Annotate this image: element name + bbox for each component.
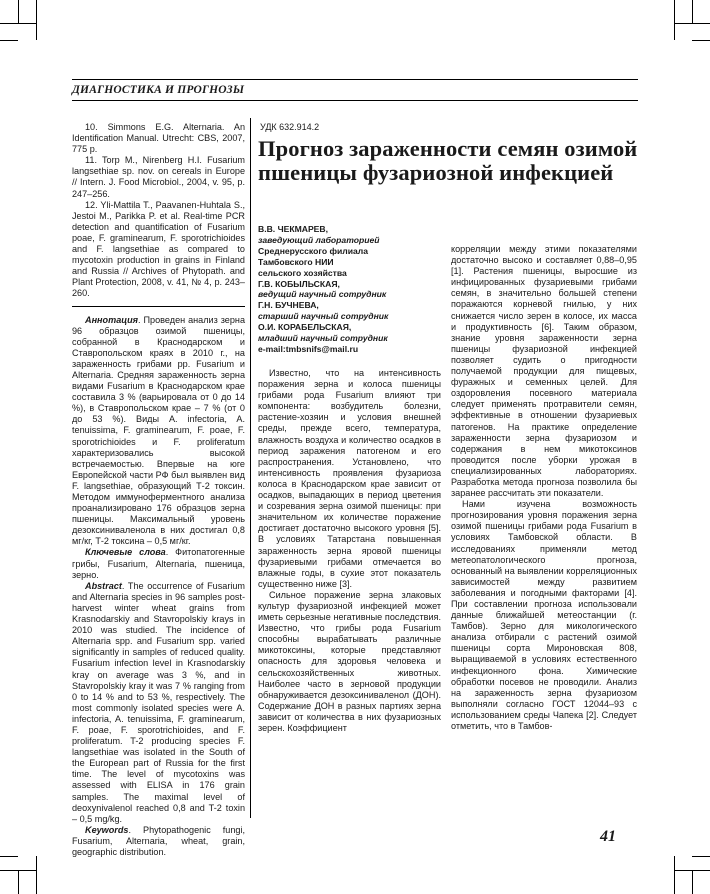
author-email: e-mail:tmbsnifs@mail.ru [258, 343, 359, 354]
abstract-en-label: Abstract [85, 580, 122, 591]
crop-mark [692, 40, 710, 41]
body-column-middle [258, 368, 441, 734]
header-rule-top [72, 79, 638, 80]
affiliation-line: Тамбовского НИИ [258, 256, 334, 267]
abstract-en-text: . The occurrence of Fusarium and Alternaria species in 96 samples post-harvest winter wheat grains from Krasnodarskiy and Stavropolskiy krays in 2010 was studied. The incidence of Alternaria spp. and Fusarium spp. varied significantly in samples of reduced quality. Fusarium infection level in Krasnodarskiy kray on average was 3 %, and in Stavropolskiy kray it was 7 % ranging from 0 to 14 % and to 53 %, respectively. The most commonly isolated species were A. infectoria, A. tenuissima, F. graminearum, F. poae, F. sporotrichioides, and F. proliferatum. T-2 producing species F. langsethiae was isolated in the South of the European part of Russia for the first time. The level of mycotoxins was assessed with ELISA in 176 grain samples. The maximal level of deoxynivalenol reached 0,8 and T-2 toxin – 0,5 mg/kg. [72, 580, 245, 824]
body-column-right [451, 244, 637, 732]
crop-mark [0, 40, 18, 41]
body-paragraph: корреляции между этими показателями достаточно высоко и составляет 0,88–0,95 [1]. Растения пшеницы, выросшие из инфицированных фузариевыми грибами семян, в значительно большей степени поражаются корневой гнилью, у них снижается число зерен в колосе, их масса и продуктивность [6]. Таким образом, знание уровня зараженности зерна пшеницы фузариозной инфекцией позволяет судить о пригодности получаемой продукции для пищевых, фуражных и семенных целей. Для оздоровления посевного материала следует применять протравители семян, эффективные в отношении фузариевых патогенов. На практике определение зараженности зерна фузариозом и содержания в нем микотоксинов проводится после уборки урожая в специализированных лабораториях. Разработка метода прогноза позволила бы заранее рассчитать эти показатели. [451, 244, 637, 499]
abstract-ru [72, 315, 245, 548]
keywords-ru [72, 547, 245, 580]
keywords-en-label: Keywords [85, 824, 129, 835]
body-paragraph: Известно, что на интенсивность поражения зерна и колоса пшеницы грибами рода Fusarium влияют три компонента: возбудитель болезни, растение-хозяин и условия внешней среды, прежде всего, температура, влажность воздуха и количество осадков в период заражения патогеном и его распространения. Установлено, что интенсивность проявления фузариоза колоса в Краснодарском крае зависит от осадков, выпадающих в период цветения и созревания зерна озимой пшеницы: при значительном их количестве поражение достигает достаточно высокого уровня [5]. В условиях Татарстана повышенная зараженность зерна яровой пшеницы фузариевыми грибами отмечается во влажные годы, в сухие этот показатель существенно ниже [3]. [258, 368, 441, 589]
page-number: 41 [600, 828, 616, 845]
authors-block [258, 224, 443, 355]
reference-item: 12. Yli-Mattila T., Paavanen-Huhtala S., Jestoi M., Parikka P. et al. Real-time PCR detection and quantification of Fusarium poae, F. graminearum, F. sporotrichioides and F. langsethiae as compared to mycotoxin production in grains in Finland and Russia // Archives of Phytopath. and Plant Protection, 2008, v. 41, № 4, p. 243–260. [72, 199, 245, 299]
author-line: Г.Н. БУЧНЕВА, старший научный сотрудник [258, 300, 389, 322]
abstract-ru-text: . Проведен анализ зерна 96 образцов озимой пшеницы, собранной в Краснодарском и Ставропольском краях в 2010 г., на зараженность грибами рр. Fusarium и Alternaria. Средняя зараженность зерна видами Fusarium в Краснодарском крае составила 3 % (варьировала от 0 до 14 %), в Ставропольском крае – 7 % (от 0 до 53 %). Виды A. infectoria, A. tenuissima, F. graminearum, F. poae, F. sporotrichioides и F. proliferatum характеризовались высокой встречаемостью. Впервые на юге Европейской части РФ был выявлен вид F. langsethiae, образующий Т-2 токсин. Методом иммуноферментного анализа проанализировано 176 образцов зерна пшеницы. Максимальный уровень дезоксиниваленола в них достигал 0,8 мг/кг, Т-2 токсина – 0,5 мг/кг. [72, 314, 245, 547]
crop-mark [692, 870, 693, 894]
affiliation-line: сельского хозяйства [258, 267, 347, 278]
body-paragraph: Нами изучена возможность прогнозирования уровня поражения зерна озимой пшеницы грибами рода Fusarium в условиях Тамбовской области. В исследованиях применяли метод метеопатологического прогноза, основанный на выявлении корреляционных зависимостей между развитием заболевания и погодными факторами [4]. При составлении прогноза использовали данные ближайшей метеостанции (г. Тамбов). Зерно для микологического анализа отбирали с растений озимой пшеницы сорта Мироновская 808, выращиваемой в условиях естественного инфекционного фона. Химические обработки посевов не проводили. Анализ на зараженность зерна фузариозом выполняли согласно ГОСТ 12044–93 с использованием среды Чапека [2]. Следует отметить, что в Тамбов- [451, 499, 637, 732]
crop-mark [675, 23, 710, 24]
crop-mark [674, 0, 675, 40]
crop-mark [0, 870, 36, 871]
crop-mark [18, 870, 19, 894]
keywords-ru-text: . Фитопатогенные грибы, Fusarium, Alternaria, пшеница, зерно. [72, 547, 245, 580]
author-line: В.В. ЧЕКМАРЕВ, заведующий лабораторией [258, 224, 380, 245]
crop-mark [0, 856, 18, 857]
crop-mark [0, 23, 36, 24]
column-divider [250, 118, 251, 818]
affiliation-line: Среднерусского филиала [258, 245, 369, 256]
crop-mark [675, 870, 710, 871]
udk-code: УДК 632.914.2 [260, 122, 320, 132]
keywords-ru-label: Ключевые слова [85, 547, 166, 558]
crop-mark [18, 0, 19, 24]
author-line: О.И. КОРАБЕЛЬСКАЯ, младший научный сотрудник [258, 322, 388, 344]
crop-mark [674, 856, 675, 894]
crop-mark [36, 856, 37, 894]
reference-item: 11. Torp M., Nirenberg H.I. Fusarium langsethiae sp. nov. on cereals in Europe // Intern. J. Food Microbiol., 2004, v. 95, p. 247–256. [72, 155, 245, 199]
abstract-en [72, 581, 245, 825]
abstract-ru-label: Аннотация [85, 314, 139, 325]
reference-item: 10. Simmons E.G. Alternaria. An Identification Manual. Utrecht: CBS, 2007, 775 p. [72, 122, 245, 155]
keywords-en-text: . Phytopathogenic fungi, Fusarium, Alternaria, wheat, grain, geographic distribution. [72, 824, 245, 857]
header-rule-bottom [72, 100, 638, 101]
crop-mark [692, 0, 693, 24]
article-title: Прогноз зараженности семян озимой пшеницы фузариозной инфекцией [258, 136, 638, 185]
keywords-en [72, 825, 245, 858]
body-paragraph: Сильное поражение зерна злаковых культур фузариозной инфекцией может иметь серьезные негативные последствия. Известно, что грибы рода Fusarium способны вырабатывать различные микотоксины, которые представляют опасность для здоровья человека и сельскохозяйственных животных. Наиболее часто в зерновой продукции обнаруживается дезоксиниваленол (ДОН). Содержание ДОН в разных партиях зерна зависит от количества в них фузариозных зерен. Коэффициент [258, 589, 441, 733]
section-header: ДИАГНОСТИКА И ПРОГНОЗЫ [72, 84, 245, 96]
divider [72, 306, 245, 307]
crop-mark [692, 856, 710, 857]
author-line: Г.В. КОБЫЛЬСКАЯ, ведущий научный сотрудник [258, 278, 387, 300]
left-column [72, 122, 245, 858]
crop-mark [36, 0, 37, 40]
